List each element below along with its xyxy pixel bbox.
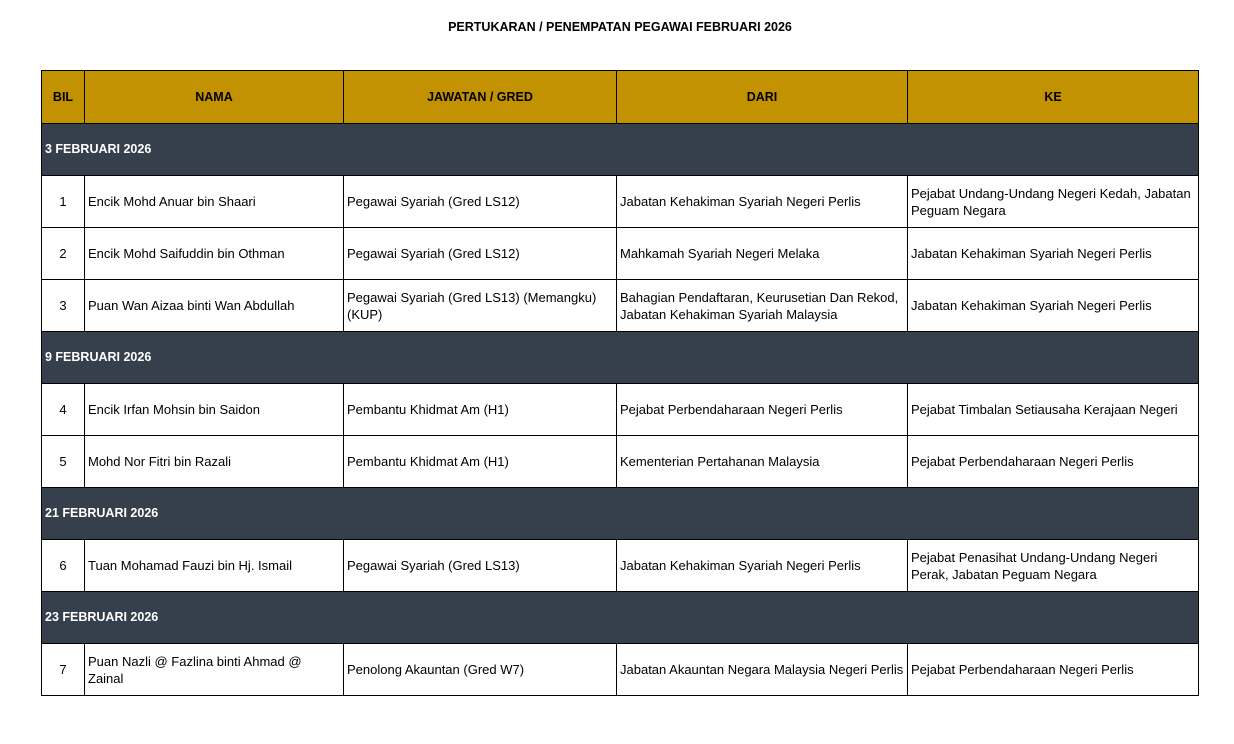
cell-bil: 5 xyxy=(42,436,85,488)
cell-ke: Pejabat Perbendaharaan Negeri Perlis xyxy=(908,644,1199,696)
cell-ke: Pejabat Undang-Undang Negeri Kedah, Jabatan Peguam Negara xyxy=(908,176,1199,228)
section-row xyxy=(42,592,1199,644)
cell-nama: Encik Mohd Anuar bin Shaari xyxy=(85,176,344,228)
cell-dari: Jabatan Kehakiman Syariah Negeri Perlis xyxy=(617,540,908,592)
cell-nama: Mohd Nor Fitri bin Razali xyxy=(85,436,344,488)
cell-jawatan: Penolong Akauntan (Gred W7) xyxy=(344,644,617,696)
header-dari: DARI xyxy=(617,71,908,124)
cell-nama: Puan Nazli @ Fazlina binti Ahmad @ Zainal xyxy=(85,644,344,696)
cell-jawatan: Pegawai Syariah (Gred LS13) xyxy=(344,540,617,592)
table-row xyxy=(42,228,1199,280)
cell-dari: Pejabat Perbendaharaan Negeri Perlis xyxy=(617,384,908,436)
cell-jawatan: Pegawai Syariah (Gred LS13) (Memangku) (KUP) xyxy=(344,280,617,332)
cell-ke: Pejabat Penasihat Undang-Undang Negeri Perak, Jabatan Peguam Negara xyxy=(908,540,1199,592)
cell-jawatan: Pegawai Syariah (Gred LS12) xyxy=(344,176,617,228)
cell-bil: 3 xyxy=(42,280,85,332)
cell-bil: 2 xyxy=(42,228,85,280)
table-row xyxy=(42,280,1199,332)
header-ke: KE xyxy=(908,71,1199,124)
cell-ke: Pejabat Perbendaharaan Negeri Perlis xyxy=(908,436,1199,488)
cell-dari: Mahkamah Syariah Negeri Melaka xyxy=(617,228,908,280)
table-row xyxy=(42,644,1199,696)
section-row xyxy=(42,124,1199,176)
cell-jawatan: Pembantu Khidmat Am (H1) xyxy=(344,384,617,436)
cell-nama: Puan Wan Aizaa binti Wan Abdullah xyxy=(85,280,344,332)
header-nama: NAMA xyxy=(85,71,344,124)
cell-ke: Pejabat Timbalan Setiausaha Kerajaan Negeri xyxy=(908,384,1199,436)
page-title: PERTUKARAN / PENEMPATAN PEGAWAI FEBRUARI 2026 xyxy=(448,20,792,34)
table-row xyxy=(42,176,1199,228)
table-header-row xyxy=(42,71,1199,124)
cell-bil: 6 xyxy=(42,540,85,592)
table-row xyxy=(42,540,1199,592)
cell-ke: Jabatan Kehakiman Syariah Negeri Perlis xyxy=(908,228,1199,280)
header-jawatan: JAWATAN / GRED xyxy=(344,71,617,124)
cell-nama: Tuan Mohamad Fauzi bin Hj. Ismail xyxy=(85,540,344,592)
table-row xyxy=(42,436,1199,488)
section-label: 23 FEBRUARI 2026 xyxy=(42,592,1199,644)
cell-jawatan: Pembantu Khidmat Am (H1) xyxy=(344,436,617,488)
cell-jawatan: Pegawai Syariah (Gred LS12) xyxy=(344,228,617,280)
cell-bil: 4 xyxy=(42,384,85,436)
cell-dari: Jabatan Akauntan Negara Malaysia Negeri Perlis xyxy=(617,644,908,696)
cell-dari: Kementerian Pertahanan Malaysia xyxy=(617,436,908,488)
section-row xyxy=(42,488,1199,540)
cell-dari: Jabatan Kehakiman Syariah Negeri Perlis xyxy=(617,176,908,228)
transfer-table xyxy=(41,70,1199,696)
section-label: 9 FEBRUARI 2026 xyxy=(42,332,1199,384)
section-label: 3 FEBRUARI 2026 xyxy=(42,124,1199,176)
cell-bil: 7 xyxy=(42,644,85,696)
cell-nama: Encik Mohd Saifuddin bin Othman xyxy=(85,228,344,280)
section-row xyxy=(42,332,1199,384)
cell-nama: Encik Irfan Mohsin bin Saidon xyxy=(85,384,344,436)
cell-bil: 1 xyxy=(42,176,85,228)
section-label: 21 FEBRUARI 2026 xyxy=(42,488,1199,540)
cell-dari: Bahagian Pendaftaran, Keurusetian Dan Rekod, Jabatan Kehakiman Syariah Malaysia xyxy=(617,280,908,332)
table-row xyxy=(42,384,1199,436)
header-bil: BIL xyxy=(42,71,85,124)
cell-ke: Jabatan Kehakiman Syariah Negeri Perlis xyxy=(908,280,1199,332)
